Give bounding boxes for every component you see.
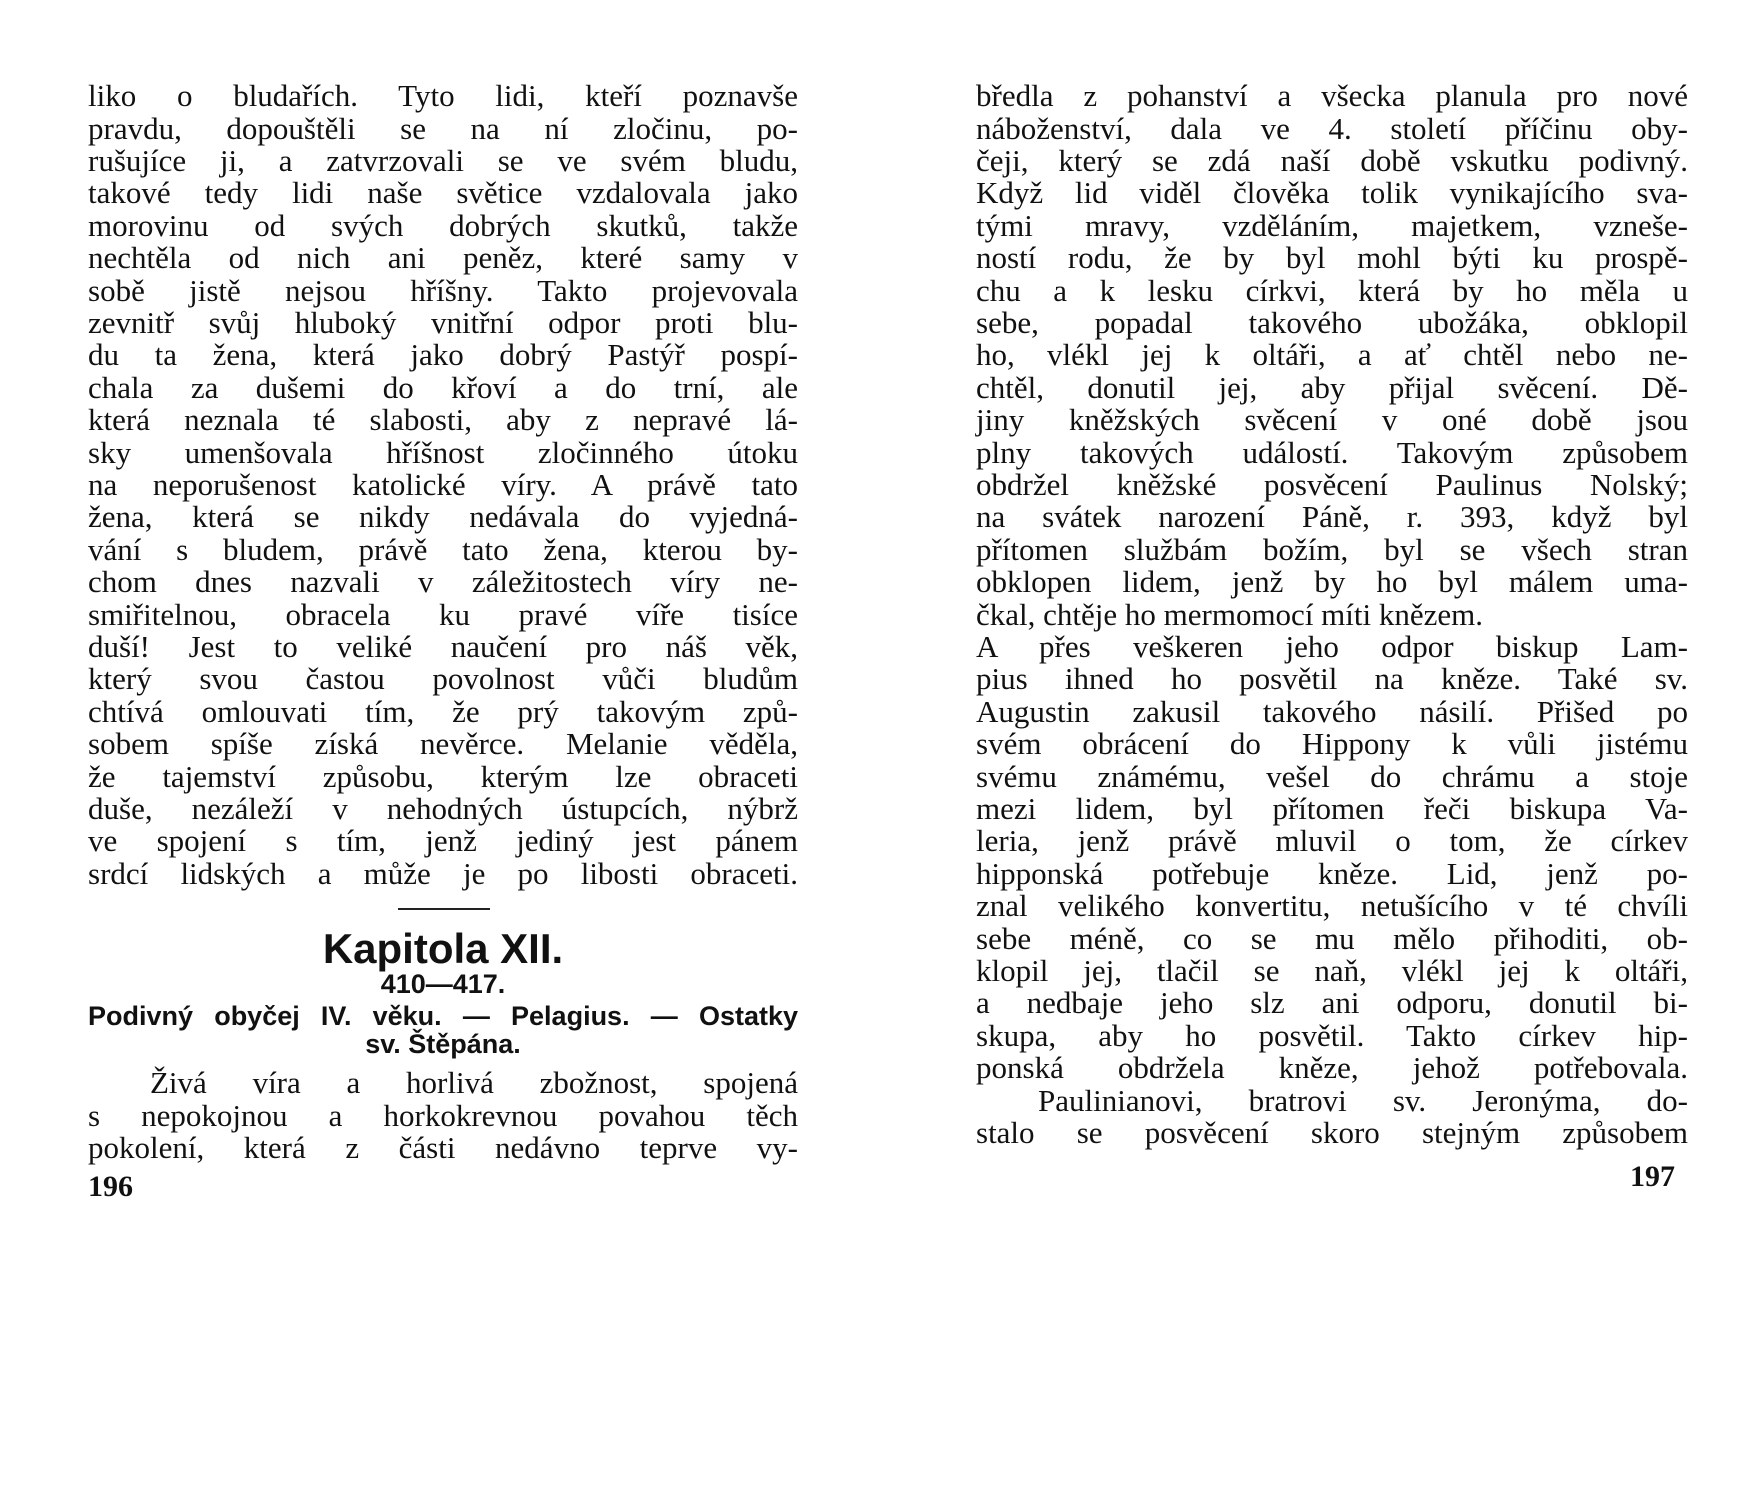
text-line: přítomen službám božím, byl se všech stran <box>976 532 1688 567</box>
text-line: sebe, popadal takového ubožáka, obklopil <box>976 305 1688 340</box>
text-line: ve spojení s tím, jenž jediný jest pánem <box>88 823 798 858</box>
text-line: Když lid viděl člověka tolik vynikajícího sva- <box>976 175 1688 210</box>
text-line: chala za dušemi do křoví a do trní, ale <box>88 370 798 405</box>
text-line: žena, která se nikdy nedávala do vyjedná- <box>88 499 798 534</box>
text-line: takové tedy lidi naše světice vzdalovala jako <box>88 175 798 210</box>
text-line: Augustin zakusil takového násilí. Přišed po <box>976 694 1688 729</box>
text-line: duší! Jest to veliké naučení pro náš věk, <box>88 629 798 664</box>
chapter-subtitle: sv. Štěpána. <box>365 1029 521 1059</box>
page-number: 197 <box>1630 1160 1675 1193</box>
text-line: chtěl, donutil jej, aby přijal svěcení. Dě- <box>976 370 1688 405</box>
text-line: čkal, chtěje ho mermomocí míti knězem. <box>976 597 1484 632</box>
text-line: klopil jej, tlačil se naň, vlékl jej k oltáři, <box>976 953 1688 988</box>
text-line: rušujíce ji, a zatvrzovali se ve svém bludu, <box>88 143 798 178</box>
text-line: který svou častou povolnost vůči bludům <box>88 661 798 696</box>
text-line: a nedbaje jeho slz ani odporu, donutil bi- <box>976 985 1688 1020</box>
text-line: obdržel kněžské posvěcení Paulinus Nolský; <box>976 467 1688 502</box>
text-line: Živá víra a horlivá zbožnost, spojená <box>150 1065 798 1100</box>
text-line: na svátek narození Páně, r. 393, když byl <box>976 499 1688 534</box>
chapter-years: 410—417. <box>380 969 506 999</box>
text-line: jiny kněžských svěcení v oné době jsou <box>976 402 1688 437</box>
text-line: náboženství, dala ve 4. století příčinu oby- <box>976 111 1688 146</box>
text-line: du ta žena, která jako dobrý Pastýř pospí- <box>88 337 798 372</box>
text-line: tými mravy, vzděláním, majetkem, vzneše- <box>976 208 1688 243</box>
text-line: na neporušenost katolické víry. A právě tato <box>88 467 798 502</box>
chapter-subtitle: Podivný obyčej IV. věku. — Pelagius. — Ostatky <box>88 1001 798 1031</box>
text-line: sky umenšovala hříšnost zločinného útoku <box>88 435 798 470</box>
text-line: skupa, aby ho posvětil. Takto církev hip- <box>976 1018 1688 1053</box>
text-line: sobě jistě nejsou hříšny. Takto projevovala <box>88 273 798 308</box>
text-line: leria, jenž právě mluvil o tom, že církev <box>976 823 1688 858</box>
text-line: svém obrácení do Hippony k vůli jistému <box>976 726 1688 761</box>
text-line: duše, nezáleží v nehodných ústupcích, nýbrž <box>88 791 798 826</box>
text-line: hipponská potřebuje kněze. Lid, jenž po- <box>976 856 1688 891</box>
text-line: která neznala té slabosti, aby z nepravé lá- <box>88 402 798 437</box>
text-line: A přes veškeren jeho odpor biskup Lam- <box>976 629 1688 664</box>
text-line: nechtěla od nich ani peněz, které samy v <box>88 240 798 275</box>
text-line: chtívá omlouvati tím, že prý takovým způ- <box>88 694 798 729</box>
page-number: 196 <box>88 1170 133 1203</box>
text-line: stalo se posvěcení skoro stejným způsobem <box>976 1115 1688 1150</box>
text-line: pokolení, která z části nedávno teprve vy- <box>88 1130 798 1165</box>
text-line: plny takových událostí. Takovým způsobem <box>976 435 1688 470</box>
right-page <box>880 0 1760 1500</box>
text-line: smiřitelnou, obracela ku pravé víře tisíce <box>88 597 798 632</box>
text-line: ho, vlékl jej k oltáři, a ať chtěl nebo ne- <box>976 337 1688 372</box>
text-line: s nepokojnou a horkokrevnou povahou těch <box>88 1098 798 1133</box>
text-line: pius ihned ho posvětil na kněze. Také sv. <box>976 661 1688 696</box>
text-line: čeji, který se zdá naší době vskutku podivný. <box>976 143 1688 178</box>
text-line: zevnitř svůj hluboký vnitřní odpor proti blu- <box>88 305 798 340</box>
text-line: bředla z pohanství a všecka planula pro nové <box>976 78 1688 113</box>
text-line: ponská obdržela kněze, jehož potřebovala. <box>976 1050 1688 1085</box>
text-line: znal velikého konvertitu, netušícího v té chvíli <box>976 888 1688 923</box>
text-line: liko o bludařích. Tyto lidi, kteří poznavše <box>88 78 798 113</box>
text-line: sobem spíše získá nevěrce. Melanie věděla, <box>88 726 798 761</box>
section-divider <box>398 908 490 910</box>
text-line: ností rodu, že by byl mohl býti ku prospě- <box>976 240 1688 275</box>
text-line: svému známému, vešel do chrámu a stoje <box>976 759 1688 794</box>
text-line: morovinu od svých dobrých skutků, takže <box>88 208 798 243</box>
text-line: Paulinianovi, bratrovi sv. Jeronýma, do- <box>1038 1083 1688 1118</box>
text-line: vání s bludem, právě tato žena, kterou by- <box>88 532 798 567</box>
text-line: pravdu, dopouštěli se na ní zločinu, po- <box>88 111 798 146</box>
text-line: obklopen lidem, jenž by ho byl málem uma- <box>976 564 1688 599</box>
text-line: chom dnes nazvali v záležitostech víry ne- <box>88 564 798 599</box>
chapter-title: Kapitola XII. <box>322 925 564 972</box>
text-line: že tajemství způsobu, kterým lze obraceti <box>88 759 798 794</box>
text-line: sebe méně, co se mu mělo přihoditi, ob- <box>976 921 1688 956</box>
text-line: chu a k lesku církvi, která by ho měla u <box>976 273 1688 308</box>
text-line: srdcí lidských a může je po libosti obraceti. <box>88 856 798 891</box>
text-line: mezi lidem, byl přítomen řeči biskupa Va- <box>976 791 1688 826</box>
